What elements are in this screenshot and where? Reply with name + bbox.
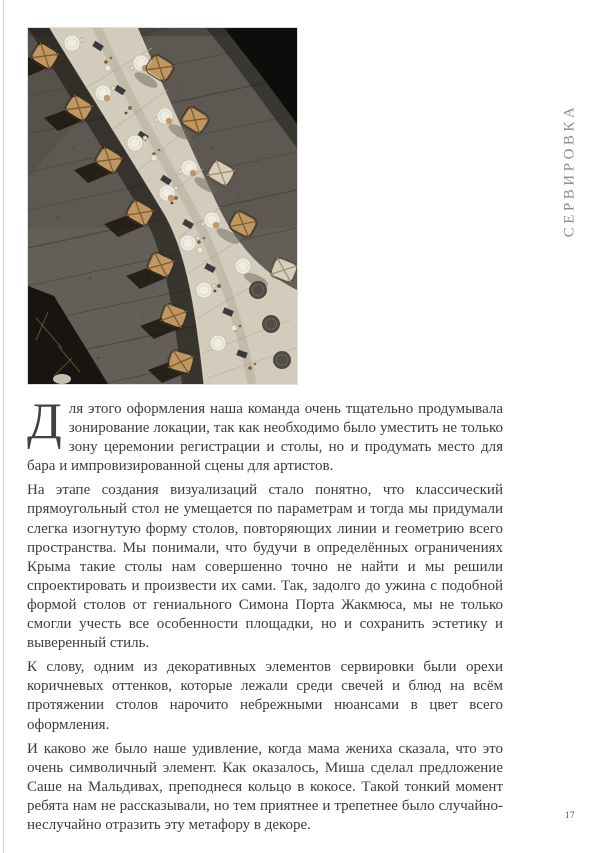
page-edge-line	[3, 0, 4, 853]
page-number: 17	[565, 810, 575, 820]
drop-cap: Д	[27, 394, 62, 450]
banquet-photo-illustration	[28, 28, 297, 384]
paragraph-2: На этапе создания визуализаций стало понятно, что классический прямоугольный стол не умещается по параметрам и тогда мы придумали слегка изогнутую форму столов, повторяющих линии и геометрию всего пространства. Мы понимали, что будучи в определённых ограничениях Крыма такие столы нам совершенно точно не найти и мы решили спроектировать и произвести их сами. Так, задолго до ужина с подобной формой столов от гениального Симона Порта Жакмюса, мы не только смогли учесть все особенности площадки, но и сохранить эстетику и выверенный стиль.	[27, 482, 503, 652]
article-text	[27, 394, 503, 840]
section-title-vertical: СЕРВИРОВКА	[561, 103, 578, 238]
paragraph-1-text: ля этого оформления наша команда очень тщательно продумывала зонирование локации, так как необходимо было уместить не только зону церемонии регистрации и столы, но и продумать место для бара и импровизированной сцены для артистов.	[27, 401, 503, 475]
paragraph-3: К слову, одним из декоративных элементов сервировки были орехи коричневых оттенков, которые лежали среди свечей и блюд на всём протяжении столов нарочито небрежными нюансами в цвет всего оформления.	[27, 659, 503, 733]
banquet-table-photo	[27, 27, 298, 385]
paragraph-1	[27, 394, 503, 476]
paragraph-4: И каково же было наше удивление, когда мама жениха сказала, что это очень символичный элемент. Как оказалось, Миша сделал предложение Саше на Мальдивах, преподнеся кольцо в кокосе. Такой тонкий момент ребята нам не рассказывали, но тем приятнее и трепетнее было случайно-неслучайно отразить эту метафору в декоре.	[27, 740, 503, 833]
